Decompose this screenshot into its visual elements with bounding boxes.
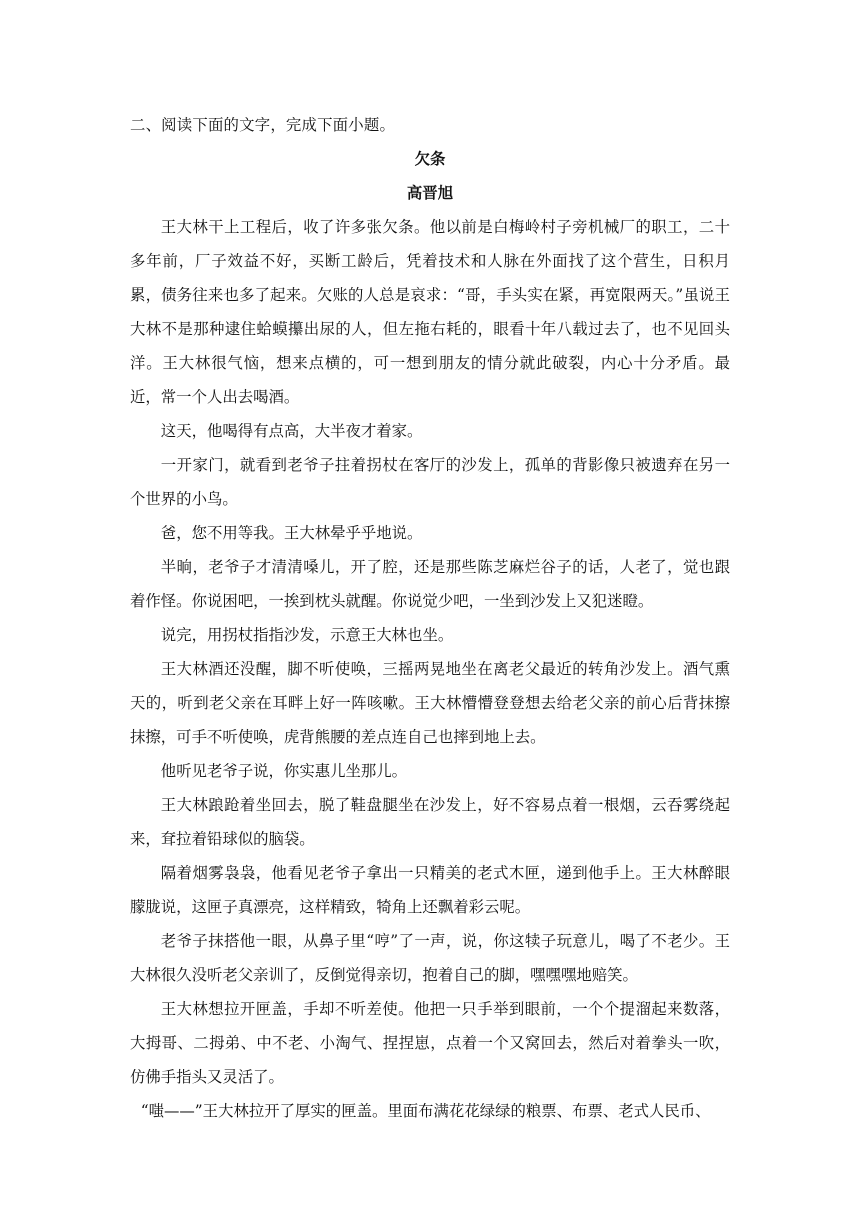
article-title: 欠条 [414,150,446,168]
document-body [130,108,730,1128]
paragraph: 半晌，老爷子才清清嗓儿，开了腔，还是那些陈芝麻烂谷子的话，人老了，觉也跟着作怪。你说困吧，一挨到枕头就醒。你说觉少吧，一坐到沙发上又犯迷瞪。 [130,558,730,610]
paragraph: 说完，用拐杖指指沙发，示意王大林也坐。 [160,626,454,644]
paragraph: 隔着烟雾袅袅，他看见老爷子拿出一只精美的老式木匣，递到他手上。王大林醉眼朦胧说，这匣子真漂亮，这样精致，犄角上还飘着彩云呢。 [130,864,730,916]
paragraph: 王大林酒还没醒，脚不听使唤，三摇两晃地坐在离老父最近的转角沙发上。酒气熏天的，听到老父亲在耳畔上好一阵咳嗽。王大林懵懵登登想去给老父亲的前心后背抹擦抹擦，可手不听使唤，虎背熊腰的差点连自己也摔到地上去。 [130,660,730,746]
section-heading: 二、阅读下面的文字，完成下面小题。 [130,116,396,134]
paragraph: 王大林踉跄着坐回去，脱了鞋盘腿坐在沙发上，好不容易点着一根烟，云吞雾绕起来，耷拉着铅球似的脑袋。 [130,796,730,848]
paragraph: 老爷子抹搭他一眼，从鼻子里“哼”了一声，说，你这犊子玩意儿，喝了不老少。王大林很久没听老父亲训了，反倒觉得亲切，抱着自己的脚，嘿嘿嘿地赔笑。 [130,932,730,984]
paragraph: 王大林想拉开匣盖，手却不听差使。他把一只手举到眼前，一个个提溜起来数落，大拇哥、二拇弟、中不老、小淘气、捏捏崽，点着一个又窝回去，然后对着拳头一吹，仿佛手指头又灵活了。 [130,1000,730,1086]
paragraph: 他听见老爷子说，你实惠儿坐那儿。 [160,762,408,780]
paragraph: 王大林干上工程后，收了许多张欠条。他以前是白梅岭村子旁机械厂的职工，二十多年前，厂子效益不好，买断工龄后，凭着技术和人脉在外面找了这个营生，日积月累，债务往来也多了起来。欠账的人总是哀求：“哥，手头实在紧，再宽限两天。”虽说王大林不是那种逮住蛤蟆攥出尿的人，但左拖右耗的，眼看十年八载过去了，也不见回头洋。王大林很气恼，想来点横的，可一想到朋友的情分就此破裂，内心十分矛盾。最近，常一个人出去喝酒。 [130,218,730,406]
paragraph: 爸，您不用等我。王大林晕乎乎地说。 [160,524,423,542]
paragraph: “嗤——”王大林拉开了厚实的匣盖。里面布满花花绿绿的粮票、布票、老式人民币、 [140,1102,711,1120]
paragraph: 这天，他喝得有点高，大半夜才着家。 [160,422,423,440]
article-author: 高晋旭 [406,184,454,202]
paragraph: 一开家门，就看到老爷子拄着拐杖在客厅的沙发上，孤单的背影像只被遗弃在另一个世界的小鸟。 [130,456,730,508]
